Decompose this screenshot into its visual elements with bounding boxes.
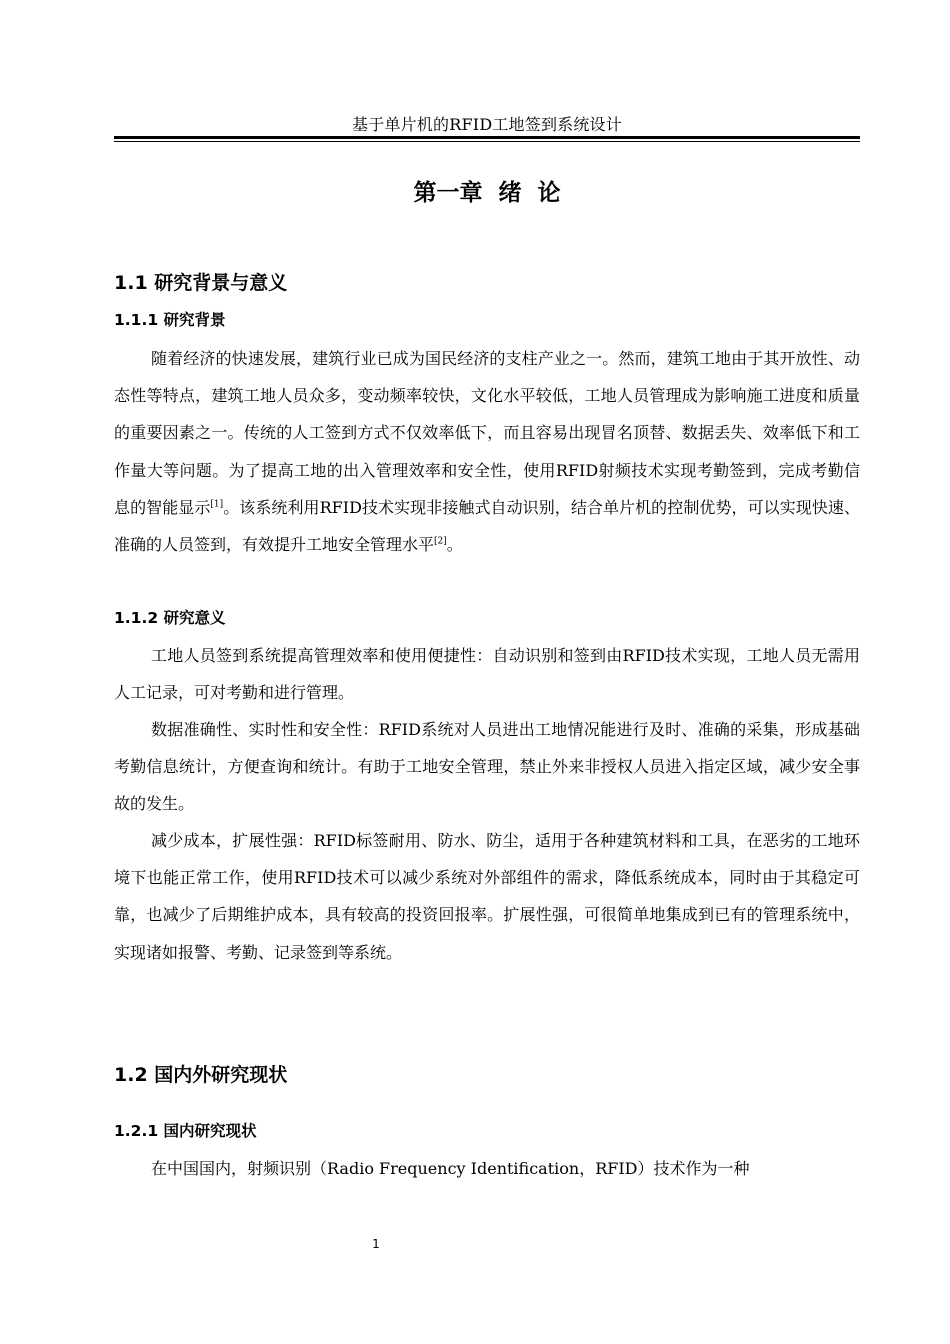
header-rule-thin	[114, 141, 860, 142]
paragraph-domestic-research: 在中国国内，射频识别（Radio Frequency Identification，RFID）技术作为一种	[151, 1159, 750, 1178]
paragraph-significance-efficiency: 工地人员签到系统提高管理效率和使用便捷性：自动识别和签到由RFID技术实现，工地人员无需用人工记录，可对考勤和进行管理。	[114, 646, 860, 703]
citation-ref-2: [2]	[434, 536, 447, 547]
paragraph-significance-cost: 减少成本，扩展性强：RFID标签耐用、防水、防尘，适用于各种建筑材料和工具，在恶劣的工地环境下也能正常工作，使用RFID技术可以减少系统对外部组件的需求，降低系统成本，同时由于其稳定可靠，也减少了后期维护成本，具有较高的投资回报率。扩展性强，可很简单地集成到已有的管理系统中，实现诸如报警、考勤、记录签到等系统。	[114, 831, 860, 962]
running-header-title: 基于单片机的RFID工地签到系统设计	[352, 115, 622, 134]
header-rule-thick	[114, 136, 860, 139]
chapter-title: 第一章 绪 论	[413, 180, 561, 206]
section-heading-1-1: 1.1 研究背景与意义	[114, 272, 288, 294]
paragraph-text: 。	[446, 535, 463, 555]
paragraph-significance-accuracy: 数据准确性、实时性和安全性：RFID系统对人员进出工地情况能进行及时、准确的采集，形成基础考勤信息统计，方便查询和统计。有助于工地安全管理，禁止外来非授权人员进入指定区域，减少安全事故的发生。	[114, 720, 860, 814]
citation-ref-1: [1]	[210, 499, 224, 510]
paragraph-text: 。该系统利用RFID技术实现非接触式自动识别，结合单片机的控制优势，可以实现快速、准确的人员签到，有效提升工地安全管理水平	[114, 497, 860, 555]
subsection-heading-1-1-1: 1.1.1 研究背景	[114, 311, 226, 329]
subsection-heading-1-1-2: 1.1.2 研究意义	[114, 609, 226, 627]
section-heading-1-2: 1.2 国内外研究现状	[114, 1064, 288, 1086]
page-number: 1	[372, 1237, 380, 1251]
paragraph-research-background	[114, 340, 860, 563]
subsection-heading-1-2-1: 1.2.1 国内研究现状	[114, 1122, 257, 1140]
paragraph-text: 随着经济的快速发展，建筑行业已成为国民经济的支柱产业之一。然而，建筑工地由于其开放性、动态性等特点，建筑工地人员众多，变动频率较快，文化水平较低，工地人员管理成为影响施工进度和质量的重要因素之一。传统的人工签到方式不仅效率低下，而且容易出现冒名顶替、数据丢失、效率低下和工作量大等问题。为了提高工地的出入管理效率和安全性，使用RFID射频技术实现考勤签到，完成考勤信息的智能显示	[114, 349, 860, 517]
